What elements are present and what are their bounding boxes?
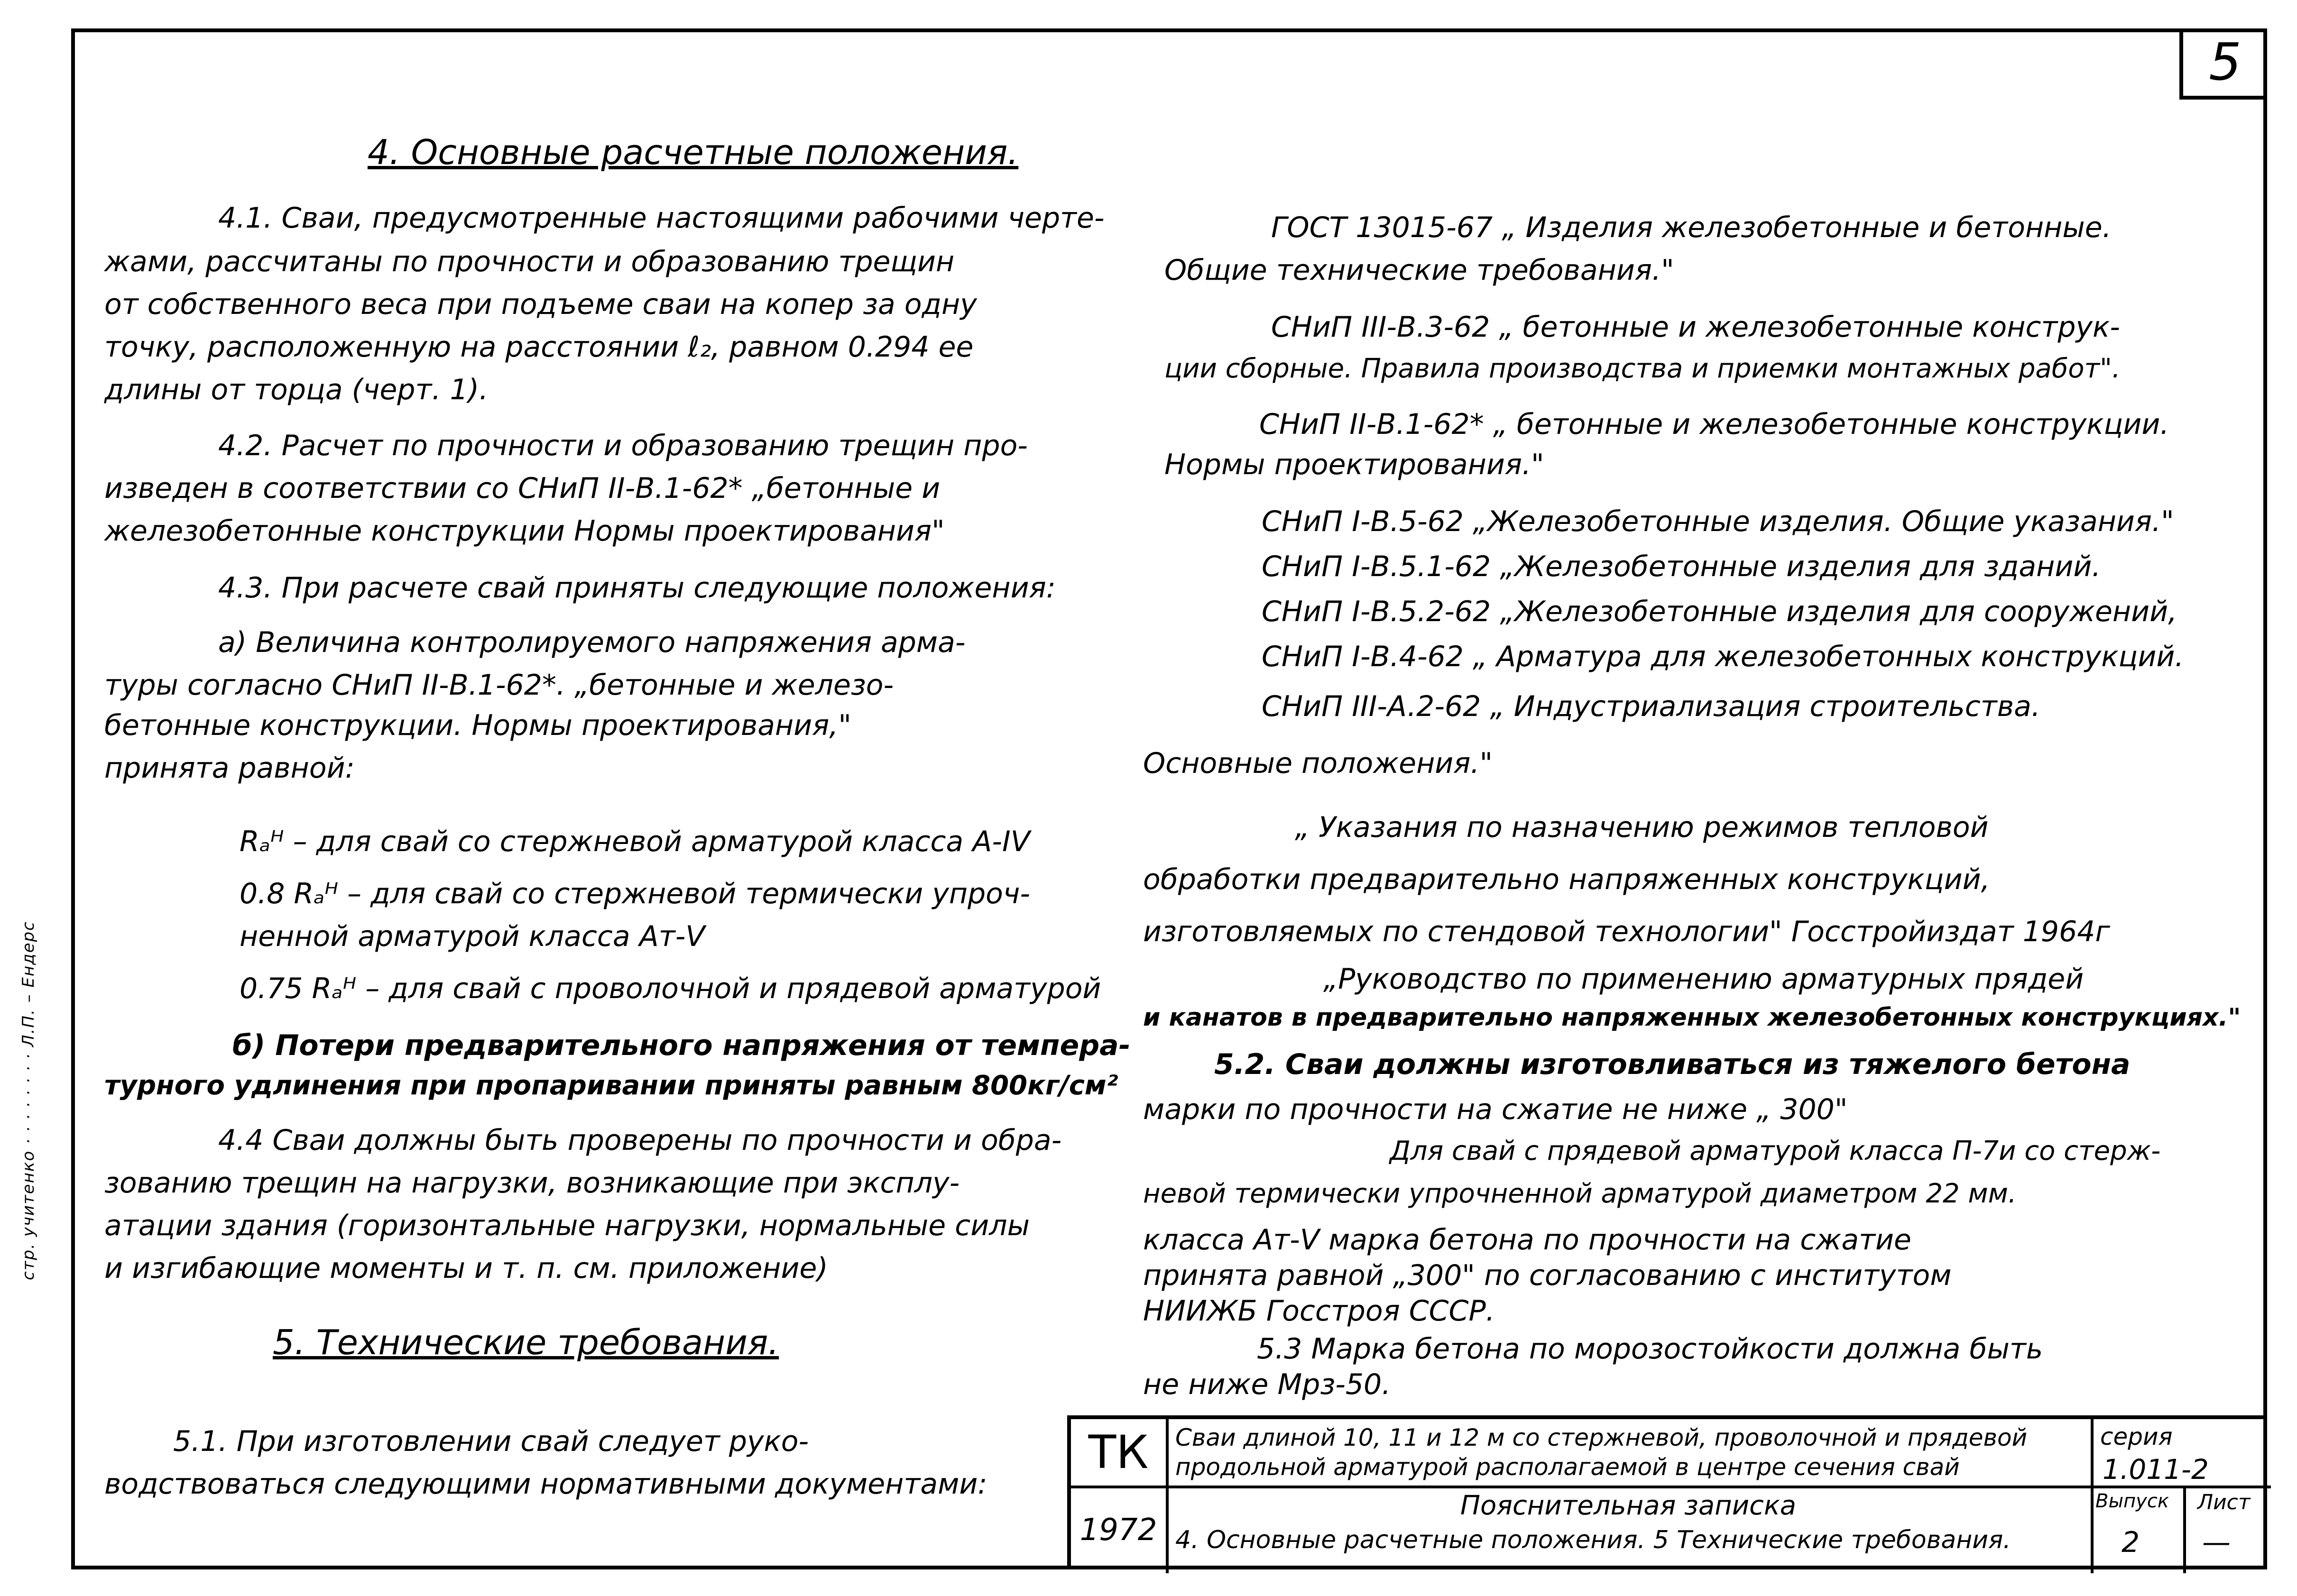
text-line: „Руководство по применению арматурных прядей bbox=[1323, 963, 2084, 996]
text-line: жами, рассчитаны по прочности и образованию трещин bbox=[104, 245, 955, 278]
text-line: СНиП III-A.2-62 „ Индустриализация строительства. bbox=[1262, 690, 2040, 723]
text-line: и изгибающие моменты и т. п. см. приложение) bbox=[104, 1252, 828, 1285]
text-line: изготовляемых по стендовой технологии" Госстройиздат 1964г bbox=[1143, 915, 2110, 948]
text-line: ции сборные. Правила производства и приемки монтажных работ". bbox=[1164, 353, 2121, 384]
text-line: бетонные конструкции. Нормы проектирования," bbox=[104, 709, 851, 742]
text-line: 5.3 Марка бетона по морозостойкости должна быть bbox=[1257, 1332, 2043, 1366]
text-line: Для свай с прядевой арматурой класса П-7и со стерж- bbox=[1390, 1136, 2161, 1166]
title-block bbox=[1067, 1415, 2267, 1569]
text-line: невой термически упрочненной арматурой диаметром 22 мм. bbox=[1143, 1178, 2017, 1209]
text-line: зованию трещин на нагрузки, возникающие при эксплу- bbox=[104, 1166, 960, 1200]
text-line: изведен в соответствии со СНиП II-B.1-62* „бетонные и bbox=[104, 472, 941, 505]
text-line: 0.8 Rₐᴴ – для свай со стержневой термически упроч- bbox=[240, 877, 1030, 910]
text-line: железобетонные конструкции Нормы проектирования" bbox=[104, 514, 945, 548]
margin-notes: стр. учитенко · · · · · · · · Л.П. – Ендерс bbox=[19, 921, 38, 1280]
text-line: от собственного веса при подъеме сваи на копер за одну bbox=[104, 288, 977, 321]
sheet-title-line1: Сваи длиной 10, 11 и 12 м со стержневой, проволочной и прядевой bbox=[1175, 1424, 2028, 1451]
text-line: обработки предварительно напряженных конструкций, bbox=[1143, 863, 1990, 896]
text-line: 0.75 Rₐᴴ – для свай с проволочной и прядевой арматурой bbox=[240, 972, 1101, 1005]
text-line: СНиП I-B.4-62 „ Арматура для железобетонных конструкций. bbox=[1262, 640, 2184, 673]
text-line: СНиП I-B.5.1-62 „Железобетонные изделия для зданий. bbox=[1262, 550, 2101, 583]
text-line: „ Указания по назначению режимов тепловой bbox=[1295, 811, 1989, 844]
text-line: Основные положения." bbox=[1143, 747, 1493, 780]
text-line: б) Потери предварительного напряжения от темпера- bbox=[232, 1029, 1131, 1062]
text-line: ненной арматурой класса Ат-V bbox=[240, 920, 705, 953]
section-4-heading: 4. Основные расчетные положения. bbox=[368, 132, 1019, 172]
sheet-label: Лист bbox=[2197, 1490, 2251, 1514]
series-label: серия bbox=[2100, 1423, 2173, 1450]
text-line: класса Ат-V марка бетона по прочности на сжатие bbox=[1143, 1223, 1911, 1257]
text-line: 5.1. При изготовлении свай следует руко- bbox=[173, 1425, 809, 1458]
text-line: ГОСТ 13015-67 „ Изделия железобетонные и бетонные. bbox=[1271, 211, 2112, 244]
issue-label: Выпуск bbox=[2095, 1490, 2169, 1512]
text-line: турного удлинения при пропаривании приняты равным 800кг/см² bbox=[104, 1070, 1118, 1101]
text-line: марки по прочности на сжатие не ниже „ 300" bbox=[1143, 1093, 1848, 1126]
note-title: Пояснительная записка bbox=[1460, 1490, 1797, 1521]
text-line: Общие технические требования." bbox=[1164, 254, 1674, 287]
text-line: 4.1. Сваи, предусмотренные настоящими рабочими черте- bbox=[218, 202, 1105, 235]
year: 1972 bbox=[1079, 1512, 1157, 1548]
page-number: 5 bbox=[2179, 28, 2267, 100]
text-line: а) Величина контролируемого напряжения арма- bbox=[218, 626, 966, 659]
section-5-heading: 5. Технические требования. bbox=[273, 1322, 779, 1362]
text-line: и канатов в предварительно напряженных железобетонных конструкциях." bbox=[1143, 1003, 2241, 1032]
text-line: принята равной: bbox=[104, 752, 355, 785]
sheet-title-line2: продольной арматурой располагаемой в центре сечения свай bbox=[1175, 1453, 1960, 1481]
text-line: Нормы проектирования." bbox=[1164, 448, 1544, 481]
sheet-value: — bbox=[2202, 1526, 2231, 1559]
text-line: водствоваться следующими нормативными документами: bbox=[104, 1468, 987, 1501]
note-subtitle: 4. Основные расчетные положения. 5 Технические требования. bbox=[1175, 1526, 2011, 1554]
text-line: длины от торца (черт. 1). bbox=[104, 373, 489, 406]
text-line: точку, расположенную на расстоянии ℓ₂, равном 0.294 ее bbox=[104, 330, 974, 364]
text-line: принята равной „300" по согласованию с институтом bbox=[1143, 1259, 1952, 1292]
text-line: 5.2. Сваи должны изготовливаться из тяжелого бетона bbox=[1214, 1048, 2131, 1081]
org-code: ТК bbox=[1088, 1426, 1149, 1479]
text-line: не ниже Мрз-50. bbox=[1143, 1368, 1391, 1401]
issue-value: 2 bbox=[2122, 1526, 2140, 1559]
text-line: атации здания (горизонтальные нагрузки, нормальные силы bbox=[104, 1209, 1030, 1242]
text-line: НИИЖБ Госстроя СССР. bbox=[1143, 1294, 1495, 1328]
text-line: 4.3. При расчете свай приняты следующие положения: bbox=[218, 571, 1056, 605]
text-line: 4.2. Расчет по прочности и образованию трещин про- bbox=[218, 429, 1028, 462]
series-value: 1.011-2 bbox=[2103, 1453, 2209, 1486]
text-line: СНиП III-B.3-62 „ бетонные и железобетонные конструк- bbox=[1271, 311, 2120, 344]
text-line: туры согласно СНиП II-B.1-62*. „бетонные и железо- bbox=[104, 669, 894, 702]
text-line: 4.4 Сваи должны быть проверены по прочности и обра- bbox=[218, 1124, 1062, 1157]
text-line: Rₐᴴ – для свай со стержневой арматурой класса А-IV bbox=[240, 825, 1030, 858]
text-line: СНиП I-B.5-62 „Железобетонные изделия. Общие указания." bbox=[1262, 505, 2174, 538]
text-line: СНиП I-B.5.2-62 „Железобетонные изделия для сооружений, bbox=[1262, 595, 2177, 628]
text-line: СНиП II-B.1-62* „ бетонные и железобетонные конструкции. bbox=[1259, 408, 2169, 441]
